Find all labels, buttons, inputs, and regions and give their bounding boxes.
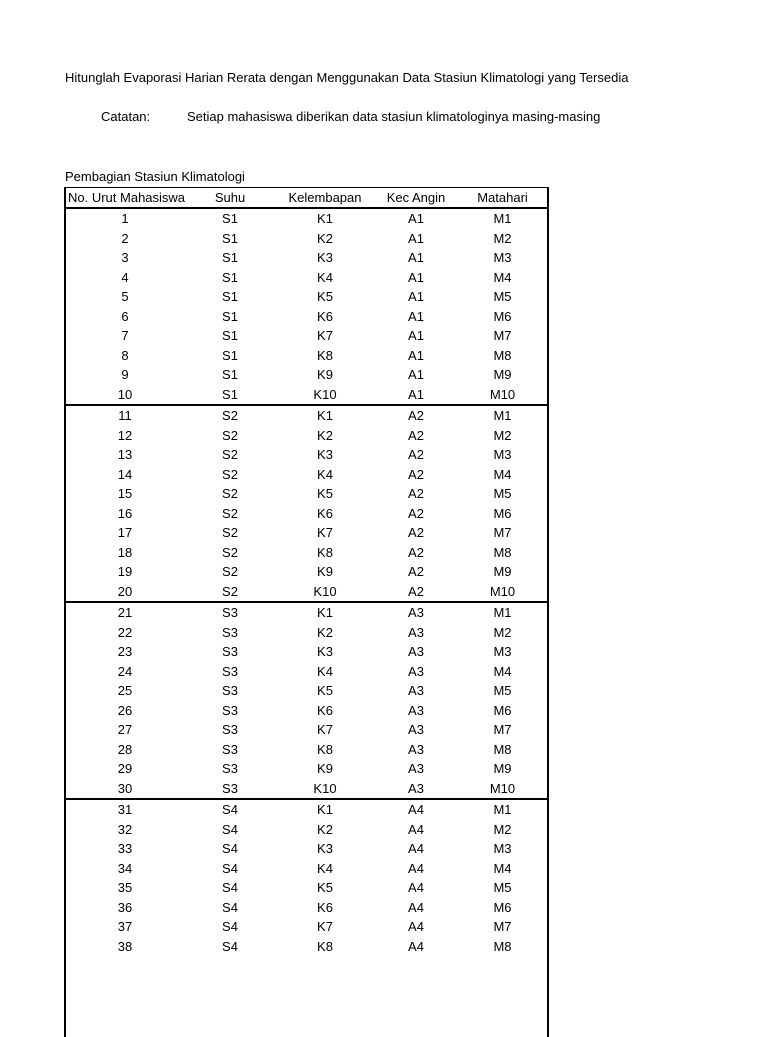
cell-humidity: K4: [317, 663, 333, 679]
cell-sunshine: M2: [493, 230, 512, 246]
cell-student-number: 29: [117, 761, 133, 776]
cell-temperature: S2: [222, 486, 238, 501]
table-row: [66, 740, 547, 760]
cell-temperature: S4: [222, 841, 238, 856]
table-row: [66, 759, 547, 779]
cell-humidity: K8: [317, 347, 333, 363]
cell-wind-speed: A4: [408, 821, 424, 837]
cell-wind-speed: A4: [408, 802, 424, 817]
cell-student-number: 27: [117, 722, 133, 737]
cell-humidity: K7: [317, 328, 333, 343]
cell-wind-speed: A3: [408, 663, 424, 679]
page-heading: Hitunglah Evaporasi Harian Rerata dengan Menggunakan Data Stasiun Klimatologi yang Tersedia: [65, 70, 629, 85]
table-row: [66, 662, 547, 682]
cell-wind-speed: A3: [408, 722, 424, 737]
cell-temperature: S3: [222, 624, 238, 640]
cell-wind-speed: A2: [408, 427, 424, 443]
note-text: Setiap mahasiswa diberikan data stasiun klimatologinya masing-masing: [187, 109, 601, 124]
table-row: [66, 307, 547, 327]
table-row: [66, 799, 547, 820]
cell-sunshine: M7: [493, 328, 512, 343]
cell-humidity: K10: [276, 385, 374, 406]
cell-sunshine: M8: [493, 347, 512, 363]
cell-humidity: K6: [317, 505, 333, 521]
table-row: [66, 346, 547, 366]
cell-wind-speed: A2: [408, 564, 424, 579]
cell-sunshine: M6: [493, 702, 512, 718]
column-header-student-number: No. Urut Mahasiswa: [66, 188, 184, 208]
cell-wind-speed: A1: [408, 347, 424, 363]
cell-humidity: K5: [317, 486, 333, 501]
cell-humidity: K10: [276, 582, 374, 603]
cell-student-number: 23: [117, 644, 133, 659]
cell-student-number: 14: [117, 466, 133, 482]
cell-student-number: 2: [121, 230, 129, 246]
cell-student-number: 4: [121, 269, 129, 285]
cell-wind-speed: A1: [374, 385, 458, 406]
cell-sunshine: M4: [493, 860, 512, 876]
cell-temperature: S2: [222, 505, 238, 521]
table-row: [66, 779, 547, 800]
table-row: [66, 268, 547, 288]
cell-temperature: S3: [222, 702, 238, 718]
cell-humidity: K10: [276, 779, 374, 800]
cell-student-number: 26: [117, 702, 133, 718]
cell-wind-speed: A2: [408, 447, 424, 462]
cell-humidity: K1: [317, 802, 333, 817]
table-row: [66, 426, 547, 446]
cell-wind-speed: A2: [408, 466, 424, 482]
table-row: [66, 484, 547, 504]
cell-student-number: 20: [66, 582, 184, 603]
cell-wind-speed: A3: [408, 683, 424, 698]
table-row: [66, 326, 547, 346]
cell-wind-speed: A1: [408, 250, 424, 265]
cell-temperature: S1: [222, 250, 238, 265]
cell-humidity: K8: [317, 741, 333, 757]
cell-student-number: 21: [117, 605, 133, 620]
cell-wind-speed: A4: [408, 899, 424, 915]
table-row: [66, 523, 547, 543]
cell-student-number: 11: [118, 408, 132, 423]
cell-humidity: K3: [317, 644, 333, 659]
table-row: [66, 701, 547, 721]
table-row: [66, 385, 547, 406]
cell-temperature: S2: [222, 447, 238, 462]
table-row: [66, 859, 547, 879]
cell-wind-speed: A1: [408, 211, 424, 226]
cell-temperature: S2: [222, 544, 238, 560]
section-title: Pembagian Stasiun Klimatologi: [65, 169, 245, 184]
cell-temperature: S1: [184, 385, 276, 406]
cell-sunshine: M10: [458, 779, 547, 800]
cell-temperature: S4: [222, 880, 238, 895]
cell-temperature: S2: [222, 427, 238, 443]
cell-temperature: S4: [222, 860, 238, 876]
cell-student-number: 30: [66, 779, 184, 800]
cell-wind-speed: A3: [408, 605, 424, 620]
cell-student-number: 18: [117, 544, 133, 560]
cell-humidity: K6: [317, 899, 333, 915]
cell-temperature: S3: [222, 741, 238, 757]
cell-humidity: K8: [317, 938, 333, 954]
cell-wind-speed: A3: [408, 644, 424, 659]
cell-student-number: 24: [117, 663, 133, 679]
cell-humidity: K3: [317, 250, 333, 265]
cell-student-number: 36: [117, 899, 133, 915]
cell-temperature: S1: [222, 211, 238, 226]
cell-sunshine: M3: [493, 644, 512, 659]
cell-sunshine: M4: [493, 663, 512, 679]
cell-temperature: S1: [222, 289, 238, 304]
table-row: [66, 543, 547, 563]
cell-humidity: K9: [317, 367, 333, 382]
cell-wind-speed: A3: [408, 761, 424, 776]
cell-temperature: S4: [222, 821, 238, 837]
cell-humidity: K1: [317, 605, 333, 620]
cell-wind-speed: A4: [408, 841, 424, 856]
table-row: [66, 623, 547, 643]
cell-sunshine: M7: [493, 919, 512, 934]
cell-sunshine: M3: [493, 841, 512, 856]
cell-student-number: 37: [117, 919, 133, 934]
table-row: [66, 287, 547, 307]
station-table-container: [64, 187, 549, 1037]
cell-temperature: S2: [222, 408, 238, 423]
cell-sunshine: M2: [493, 821, 512, 837]
cell-wind-speed: A4: [408, 860, 424, 876]
cell-humidity: K4: [317, 269, 333, 285]
column-header-wind-speed: Kec Angin: [374, 188, 458, 208]
cell-sunshine: M4: [493, 269, 512, 285]
cell-wind-speed: A4: [408, 880, 424, 895]
cell-sunshine: M6: [493, 308, 512, 324]
cell-humidity: K1: [317, 408, 333, 423]
column-header-sunshine: Matahari: [458, 188, 547, 208]
cell-student-number: 12: [117, 427, 133, 443]
table-row: [66, 937, 547, 957]
column-header-temperature: Suhu: [184, 188, 276, 208]
cell-humidity: K6: [317, 702, 333, 718]
cell-sunshine: M7: [493, 722, 512, 737]
cell-student-number: 5: [121, 289, 129, 304]
cell-student-number: 8: [121, 347, 129, 363]
table-row: [66, 465, 547, 485]
cell-sunshine: M3: [493, 447, 512, 462]
cell-humidity: K7: [317, 919, 333, 934]
cell-wind-speed: A2: [408, 505, 424, 521]
cell-temperature: S3: [222, 605, 238, 620]
cell-sunshine: M3: [493, 250, 512, 265]
cell-wind-speed: A1: [408, 308, 424, 324]
cell-temperature: S3: [222, 722, 238, 737]
cell-sunshine: M9: [493, 564, 512, 579]
cell-sunshine: M1: [493, 408, 512, 423]
cell-humidity: K8: [317, 544, 333, 560]
cell-student-number: 16: [117, 505, 133, 521]
cell-wind-speed: A1: [408, 289, 424, 304]
cell-student-number: 31: [117, 802, 133, 817]
table-row: [66, 642, 547, 662]
cell-wind-speed: A1: [408, 328, 424, 343]
cell-wind-speed: A2: [408, 525, 424, 540]
cell-humidity: K7: [317, 722, 333, 737]
table-row: [66, 820, 547, 840]
cell-sunshine: M7: [493, 525, 512, 540]
cell-student-number: 22: [117, 624, 133, 640]
table-row: [66, 720, 547, 740]
cell-humidity: K6: [317, 308, 333, 324]
cell-sunshine: M5: [493, 880, 512, 895]
cell-wind-speed: A3: [374, 779, 458, 800]
cell-student-number: 13: [117, 447, 133, 462]
cell-student-number: 10: [66, 385, 184, 406]
cell-humidity: K3: [317, 841, 333, 856]
cell-wind-speed: A2: [408, 544, 424, 560]
cell-temperature: S4: [222, 938, 238, 954]
cell-humidity: K5: [317, 289, 333, 304]
cell-humidity: K9: [317, 761, 333, 776]
station-assignment-table: [66, 188, 547, 956]
cell-sunshine: M6: [493, 899, 512, 915]
cell-sunshine: M1: [493, 802, 512, 817]
cell-sunshine: M10: [458, 582, 547, 603]
cell-temperature: S3: [222, 644, 238, 659]
cell-student-number: 25: [117, 683, 133, 698]
table-row: [66, 504, 547, 524]
cell-wind-speed: A3: [408, 702, 424, 718]
cell-student-number: 38: [117, 938, 133, 954]
cell-sunshine: M10: [458, 385, 547, 406]
table-body: [66, 208, 547, 956]
cell-temperature: S1: [222, 328, 238, 343]
cell-wind-speed: A3: [408, 741, 424, 757]
cell-sunshine: M1: [493, 605, 512, 620]
cell-sunshine: M5: [493, 289, 512, 304]
cell-student-number: 7: [121, 328, 129, 343]
table-row: [66, 917, 547, 937]
cell-humidity: K5: [317, 683, 333, 698]
cell-temperature: S1: [222, 347, 238, 363]
table-row: [66, 208, 547, 229]
cell-student-number: 34: [117, 860, 133, 876]
table-row: [66, 248, 547, 268]
cell-student-number: 19: [117, 564, 133, 579]
cell-temperature: S4: [222, 899, 238, 915]
cell-wind-speed: A1: [408, 230, 424, 246]
cell-student-number: 1: [121, 211, 129, 226]
cell-wind-speed: A4: [408, 938, 424, 954]
cell-humidity: K2: [317, 230, 333, 246]
cell-temperature: S2: [184, 582, 276, 603]
table-row: [66, 898, 547, 918]
cell-sunshine: M5: [493, 486, 512, 501]
table-row: [66, 405, 547, 426]
cell-wind-speed: A3: [408, 624, 424, 640]
cell-sunshine: M4: [493, 466, 512, 482]
cell-temperature: S1: [222, 269, 238, 285]
cell-student-number: 9: [121, 367, 129, 382]
cell-humidity: K4: [317, 860, 333, 876]
cell-student-number: 15: [117, 486, 133, 501]
cell-wind-speed: A4: [408, 919, 424, 934]
cell-humidity: K2: [317, 624, 333, 640]
cell-temperature: S3: [222, 683, 238, 698]
cell-student-number: 35: [117, 880, 133, 895]
cell-temperature: S3: [222, 761, 238, 776]
cell-sunshine: M5: [493, 683, 512, 698]
cell-sunshine: M9: [493, 367, 512, 382]
table-row: [66, 602, 547, 623]
cell-wind-speed: A2: [408, 486, 424, 501]
table-header: [66, 188, 547, 208]
cell-wind-speed: A2: [408, 408, 424, 423]
cell-student-number: 28: [117, 741, 133, 757]
cell-humidity: K9: [317, 564, 333, 579]
table-row: [66, 445, 547, 465]
cell-wind-speed: A1: [408, 269, 424, 285]
table-row: [66, 839, 547, 859]
cell-humidity: K4: [317, 466, 333, 482]
cell-humidity: K3: [317, 447, 333, 462]
cell-humidity: K2: [317, 821, 333, 837]
cell-sunshine: M6: [493, 505, 512, 521]
cell-humidity: K7: [317, 525, 333, 540]
cell-humidity: K5: [317, 880, 333, 895]
cell-student-number: 6: [121, 308, 129, 324]
table-row: [66, 562, 547, 582]
cell-sunshine: M2: [493, 624, 512, 640]
cell-sunshine: M2: [493, 427, 512, 443]
table-row: [66, 878, 547, 898]
cell-sunshine: M1: [493, 211, 512, 226]
cell-temperature: S3: [184, 779, 276, 800]
cell-wind-speed: A2: [374, 582, 458, 603]
cell-humidity: K2: [317, 427, 333, 443]
cell-temperature: S4: [222, 919, 238, 934]
cell-temperature: S2: [222, 525, 238, 540]
note-label: Catatan:: [101, 109, 151, 124]
cell-sunshine: M9: [493, 761, 512, 776]
cell-sunshine: M8: [493, 544, 512, 560]
cell-student-number: 32: [117, 821, 133, 837]
table-row: [66, 582, 547, 603]
cell-humidity: K1: [317, 211, 333, 226]
cell-sunshine: M8: [493, 938, 512, 954]
cell-temperature: S2: [222, 466, 238, 482]
table-row: [66, 229, 547, 249]
cell-temperature: S2: [222, 564, 238, 579]
table-row: [66, 681, 547, 701]
cell-temperature: S1: [222, 308, 238, 324]
cell-temperature: S4: [222, 802, 238, 817]
cell-temperature: S3: [222, 663, 238, 679]
cell-sunshine: M8: [493, 741, 512, 757]
cell-student-number: 3: [121, 250, 129, 265]
cell-temperature: S1: [222, 230, 238, 246]
cell-student-number: 33: [117, 841, 133, 856]
cell-temperature: S1: [222, 367, 238, 382]
column-header-humidity: Kelembapan: [276, 188, 374, 208]
cell-wind-speed: A1: [408, 367, 424, 382]
table-header-row: [66, 188, 547, 208]
cell-student-number: 17: [117, 525, 133, 540]
table-row: [66, 365, 547, 385]
